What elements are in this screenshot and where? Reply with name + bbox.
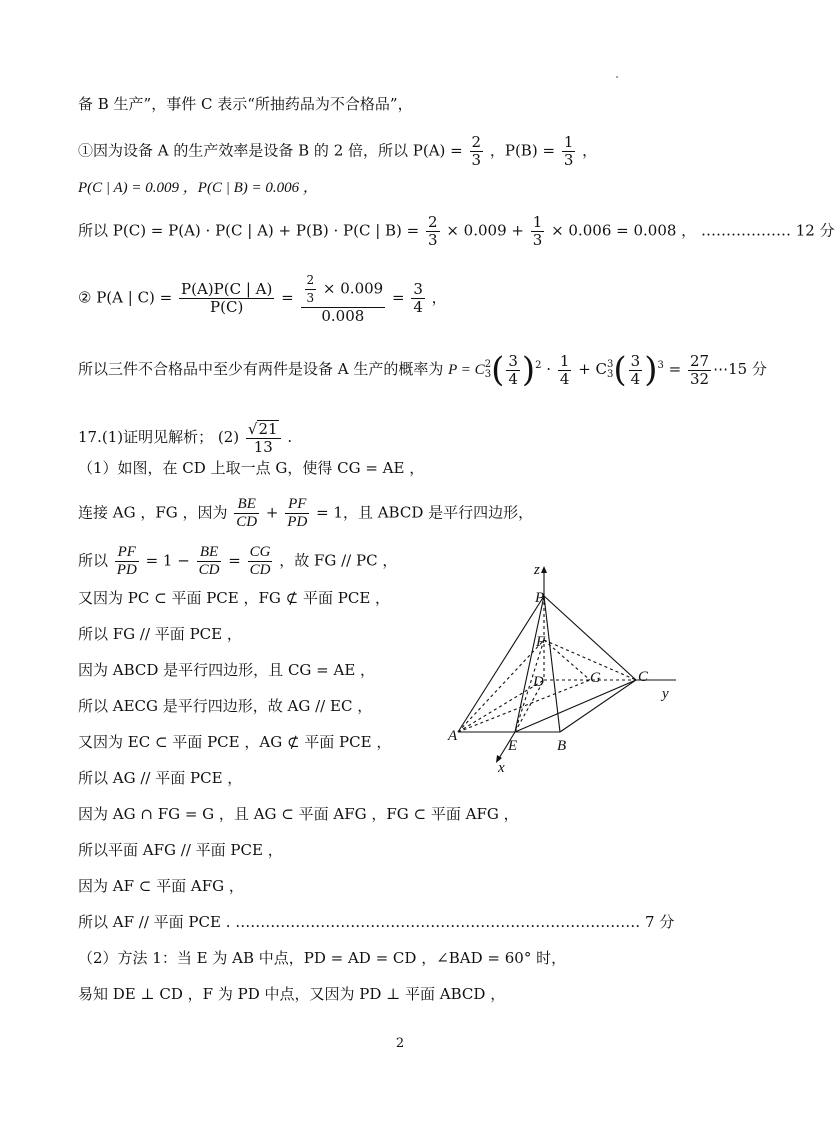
- score-mark-15: ⋯15 分: [713, 360, 767, 378]
- edge-AD: [458, 680, 544, 732]
- label-C: C: [638, 669, 649, 685]
- text-fragment: .: [287, 428, 293, 446]
- edge-PA: [458, 596, 544, 732]
- text-fragment: ，故 FG // PC ，: [279, 551, 398, 570]
- fraction-bayes: $\frac{P(A)P(C | A)}{P(C)}$: [181, 280, 273, 316]
- text-fragment: ② P(A | C) =: [78, 288, 173, 307]
- text-line-7: [78, 420, 292, 456]
- text-line-5: [78, 272, 447, 325]
- edge-PE: [515, 596, 544, 732]
- text-line-3: P(C | A) = 0.009 ，P(C | B) = 0.006 ，: [78, 180, 318, 196]
- fraction-1-3: $\frac{1}{3}$: [532, 213, 543, 249]
- fraction-PF-PD: $\frac{PF}{PD}$: [287, 496, 308, 530]
- label-B: B: [557, 738, 567, 754]
- text-fragment: 所以 P(C) = P(A) · P(C | A) + P(B) · P(C | B) =: [78, 221, 420, 240]
- text-line-17: 因为 AG ∩ FG = G ，且 AG ⊂ 平面 AFG ，FG ⊂ 平面 AFG ，: [78, 805, 519, 823]
- text-line-16: 所以 AG // 平面 PCE ，: [78, 769, 243, 787]
- label-A: A: [448, 728, 458, 744]
- text-fragment: 连接 AG ，FG ，因为: [78, 503, 228, 522]
- fraction-1-3: $\frac{1}{3}$: [563, 133, 574, 169]
- fraction-1-4: $\frac{1}{4}$: [559, 351, 570, 388]
- label-x: x: [498, 760, 505, 776]
- text-fragment: 17.(1)证明见解析； (2): [78, 428, 240, 446]
- text-line-13: 因为 ABCD 是平行四边形，且 CG = AE ，: [78, 661, 376, 679]
- score-mark-12: ……………… 12 分: [700, 221, 835, 240]
- text-line-9: [78, 496, 533, 531]
- text-fragment: +: [265, 503, 279, 522]
- text-line-8: （1）如图，在 CD 上取一点 G，使得 CG = AE ，: [78, 459, 425, 477]
- edge-AF: [458, 640, 544, 732]
- text-fragment: 所以: [78, 551, 109, 570]
- label-z: z: [534, 562, 540, 578]
- text-fragment: ①因为设备 A 的生产效率是设备 B 的 2 倍，所以 P(A) =: [78, 141, 463, 160]
- text-fragment: ，: [431, 288, 447, 307]
- text-fragment: = 1，且 ABCD 是平行四边形，: [316, 503, 534, 522]
- fraction-27-32: $\frac{27}{32}$: [689, 351, 710, 388]
- fraction-2-3: $\frac{2}{3}$: [428, 213, 438, 249]
- fraction-PF-PD: $\frac{PF}{PD}$: [116, 544, 137, 578]
- text-line-10: [78, 544, 397, 579]
- label-y: y: [662, 686, 669, 702]
- text-line-19: 因为 AF ⊂ 平面 AFG ，: [78, 877, 244, 895]
- text-fragment: × 0.009 +: [446, 221, 524, 240]
- text-fragment: = 1 −: [145, 551, 190, 570]
- edge-PB: [544, 596, 560, 732]
- stray-dot: [616, 76, 618, 78]
- text-fragment: P = C: [448, 362, 485, 378]
- edge-FG: [544, 640, 590, 680]
- label-F: F: [536, 634, 546, 650]
- text-line-4: [78, 214, 835, 249]
- score-mark-7: ……………………………………………………………………… 7 分: [235, 913, 675, 931]
- fraction-CG-CD: $\frac{CG}{CD}$: [249, 544, 271, 578]
- text-fragment: =: [391, 288, 405, 307]
- label-P: P: [535, 590, 545, 606]
- label-E: E: [508, 738, 518, 754]
- page-number: 2: [395, 1036, 405, 1051]
- text-line-14: 所以 AECG 是平行四边形，故 AG // EC ，: [78, 697, 373, 715]
- z-axis-arrow: [541, 566, 547, 573]
- text-fragment: ，P(B) =: [489, 141, 556, 160]
- text-line-15: 又因为 EC ⊂ 平面 PCE ，AG ⊄ 平面 PCE ，: [78, 733, 392, 751]
- fraction-nested: $\frac{2}{3}$ × 0.009 0.008: [301, 272, 386, 325]
- fraction-2-3: $\frac{2}{3}$: [306, 273, 315, 305]
- fraction-2-3: $\frac{2}{3}$: [471, 133, 482, 169]
- text-fragment: ，: [582, 141, 598, 160]
- text-fragment: 所以 AF // 平面 PCE .: [78, 913, 231, 931]
- fraction-3-4: $\frac{3}{4}$: [413, 280, 423, 316]
- fraction-BE-CD: $\frac{BE}{CD}$: [236, 496, 258, 530]
- text-line-21: （2）方法 1：当 E 为 AB 中点，PD = AD = CD ，∠BAD = 60° 时，: [78, 949, 567, 967]
- label-G: G: [590, 670, 601, 686]
- text-line-20: [78, 912, 674, 932]
- text-line-2: [78, 134, 597, 169]
- text-line-12: 所以 FG // 平面 PCE ，: [78, 625, 242, 643]
- edge-PC: [544, 596, 636, 680]
- text-fragment: =: [281, 288, 294, 307]
- text-line-6: 所以三件不合格品中至少有两件是设备 A 生产的概率为 P = C 2 3 ( $\frac{3}{4}$ )$^2$ · $\frac{1}{4}$ + C 3 3 ( $\frac{3}{4}$ )$^3$ = $\frac{27}{32}$ ⋯15 分: [78, 350, 767, 390]
- text-fragment: × 0.006 = 0.008 ，: [551, 221, 697, 240]
- label-D: D: [533, 674, 544, 690]
- text-line-11: 又因为 PC ⊂ 平面 PCE ，FG ⊄ 平面 PCE ，: [78, 589, 391, 607]
- text-line-1: 备 B 生产”，事件 C 表示“所抽药品为不合格品”，: [78, 95, 413, 113]
- pyramid-figure: [440, 560, 690, 775]
- fraction-sqrt21-13: $\frac{√21}{13}$: [246, 420, 281, 456]
- fraction-BE-CD: $\frac{BE}{CD}$: [198, 544, 220, 578]
- text-fragment: =: [228, 551, 241, 570]
- text-fragment: 所以三件不合格品中至少有两件是设备 A 生产的概率为: [78, 360, 444, 378]
- text-line-18: 所以平面 AFG // 平面 PCE ，: [78, 841, 283, 859]
- text-line-22: 易知 DE ⊥ CD ，F 为 PD 中点，又因为 PD ⊥ 平面 ABCD ，: [78, 985, 506, 1003]
